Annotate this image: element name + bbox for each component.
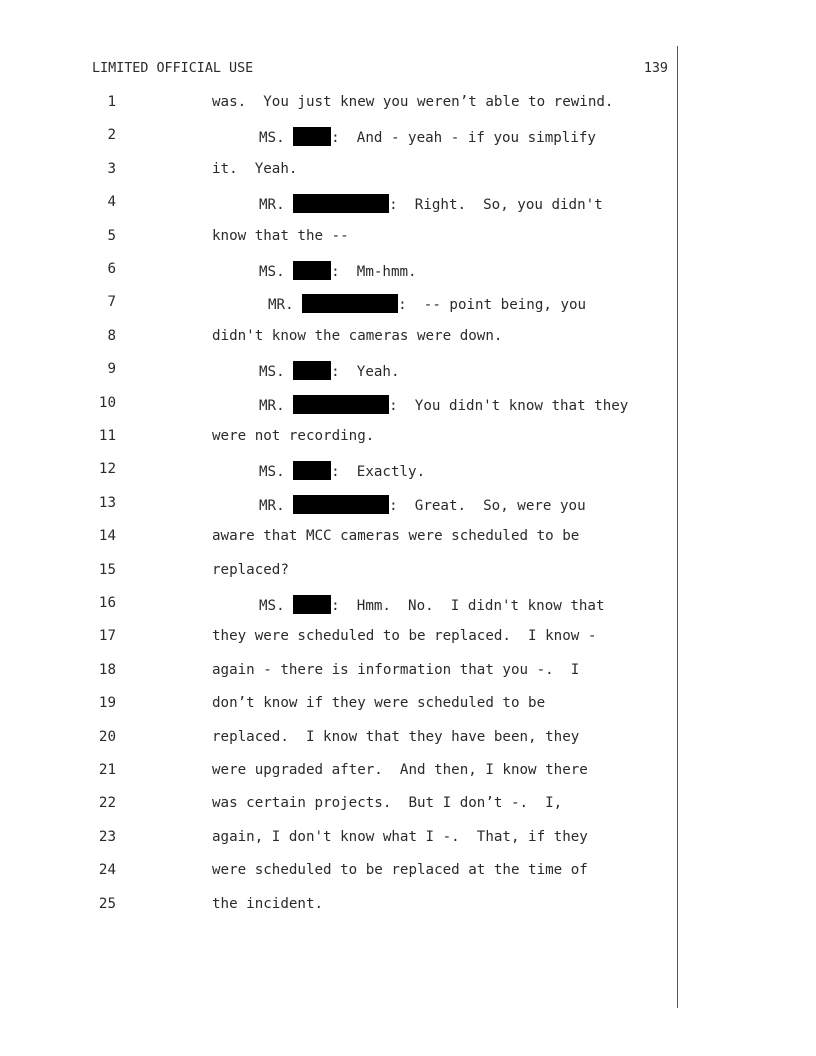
redaction-block bbox=[293, 461, 331, 480]
line-number: 16 bbox=[98, 595, 116, 611]
transcript-line bbox=[0, 461, 700, 483]
transcript-line bbox=[0, 428, 700, 450]
redaction-block bbox=[293, 361, 331, 380]
line-number: 2 bbox=[107, 127, 116, 144]
line-text: were scheduled to be replaced at the time of bbox=[212, 862, 588, 879]
transcript-line bbox=[0, 896, 700, 918]
line-number: 10 bbox=[98, 394, 116, 411]
line-number: 25 bbox=[98, 895, 116, 912]
line-number: 13 bbox=[98, 494, 116, 511]
speaker-label: MS. bbox=[259, 130, 294, 147]
redaction-block bbox=[293, 495, 389, 514]
line-number: 7 bbox=[107, 294, 116, 311]
speech-text: : -- point being, you bbox=[398, 297, 587, 314]
line-text bbox=[259, 127, 596, 146]
speech-text: : Yeah. bbox=[331, 364, 400, 381]
line-number: 3 bbox=[107, 160, 116, 177]
line-text: the incident. bbox=[212, 895, 324, 912]
transcript-line bbox=[0, 361, 700, 383]
page-header bbox=[92, 61, 668, 81]
speech-text: : Right. So, you didn't bbox=[389, 197, 603, 214]
transcript-line bbox=[0, 662, 700, 684]
line-number: 24 bbox=[98, 862, 116, 879]
line-text: it. Yeah. bbox=[212, 160, 298, 177]
transcript-line bbox=[0, 562, 700, 584]
transcript-line bbox=[0, 695, 700, 717]
transcript-line bbox=[0, 829, 700, 851]
transcript-line bbox=[0, 729, 700, 751]
line-text bbox=[259, 361, 400, 380]
transcript-line bbox=[0, 528, 700, 550]
transcript-line bbox=[0, 294, 700, 316]
transcript-line bbox=[0, 495, 700, 517]
line-number: 22 bbox=[98, 795, 116, 812]
redaction-block bbox=[293, 395, 389, 414]
line-number: 6 bbox=[107, 261, 116, 277]
transcript-line bbox=[0, 261, 700, 283]
speech-text: : And - yeah - if you simplify bbox=[331, 130, 596, 147]
speech-text: : Mm-hmm. bbox=[331, 264, 417, 280]
transcript-line bbox=[0, 395, 700, 417]
line-number: 11 bbox=[98, 428, 116, 444]
line-text: know that the -- bbox=[212, 227, 349, 244]
line-number: 12 bbox=[98, 461, 116, 478]
transcript-line bbox=[0, 762, 700, 784]
line-text: aware that MCC cameras were scheduled to be bbox=[212, 528, 580, 545]
line-text: were upgraded after. And then, I know there bbox=[212, 762, 588, 778]
line-number: 8 bbox=[107, 327, 116, 344]
line-number: 17 bbox=[98, 628, 116, 645]
transcript-line bbox=[0, 94, 700, 116]
classification-marking: LIMITED OFFICIAL USE bbox=[92, 61, 254, 76]
line-text: replaced. I know that they have been, they bbox=[212, 728, 580, 745]
transcript-line bbox=[0, 595, 700, 617]
line-text bbox=[259, 495, 586, 514]
line-number: 9 bbox=[107, 361, 116, 378]
speech-text: : You didn't know that they bbox=[389, 397, 629, 414]
line-text: were not recording. bbox=[212, 428, 375, 444]
line-text bbox=[259, 461, 425, 480]
line-text bbox=[259, 261, 417, 280]
line-text: again, I don't know what I -. That, if they bbox=[212, 828, 588, 845]
speaker-label: MS. bbox=[259, 364, 294, 381]
speaker-label: MS. bbox=[259, 598, 294, 614]
speaker-label: MR. bbox=[259, 497, 294, 514]
line-number: 5 bbox=[107, 227, 116, 244]
transcript-line bbox=[0, 628, 700, 650]
redaction-block bbox=[302, 294, 398, 313]
transcript-line bbox=[0, 795, 700, 817]
line-text: don’t know if they were scheduled to be bbox=[212, 695, 546, 712]
speaker-label: MR. bbox=[268, 297, 303, 314]
speaker-label: MR. bbox=[259, 197, 294, 214]
line-text: again - there is information that you -. I bbox=[212, 661, 580, 678]
line-number: 14 bbox=[98, 528, 116, 545]
transcript-line bbox=[0, 194, 700, 216]
line-number: 1 bbox=[107, 94, 116, 110]
redaction-block bbox=[293, 127, 331, 146]
line-text bbox=[259, 194, 603, 213]
line-number: 18 bbox=[98, 661, 116, 678]
redaction-block bbox=[293, 261, 331, 280]
line-text: they were scheduled to be replaced. I know - bbox=[212, 628, 597, 645]
line-number: 23 bbox=[98, 828, 116, 845]
speech-text: : Hmm. No. I didn't know that bbox=[331, 598, 605, 614]
line-text bbox=[268, 294, 586, 313]
line-number: 20 bbox=[98, 728, 116, 745]
speech-text: : Exactly. bbox=[331, 464, 426, 481]
line-number: 21 bbox=[98, 762, 116, 778]
line-number: 4 bbox=[107, 194, 116, 211]
line-number: 15 bbox=[98, 561, 116, 578]
transcript-line bbox=[0, 127, 700, 149]
transcript-line bbox=[0, 862, 700, 884]
transcript-line bbox=[0, 161, 700, 183]
line-text bbox=[259, 395, 628, 414]
line-text: replaced? bbox=[212, 561, 289, 578]
speaker-label: MS. bbox=[259, 264, 294, 280]
line-text bbox=[259, 595, 605, 614]
transcript-line bbox=[0, 228, 700, 250]
redaction-block bbox=[293, 595, 331, 614]
line-text: didn't know the cameras were down. bbox=[212, 327, 503, 344]
speaker-label: MS. bbox=[259, 464, 294, 481]
redaction-block bbox=[293, 194, 389, 213]
transcript-line bbox=[0, 328, 700, 350]
page-number: 139 bbox=[643, 61, 668, 76]
speech-text: : Great. So, were you bbox=[389, 497, 586, 514]
line-text: was certain projects. But I don’t -. I, bbox=[212, 795, 563, 812]
line-text: was. You just knew you weren’t able to rewind. bbox=[212, 94, 614, 110]
speaker-label: MR. bbox=[259, 397, 294, 414]
line-number: 19 bbox=[98, 695, 116, 712]
